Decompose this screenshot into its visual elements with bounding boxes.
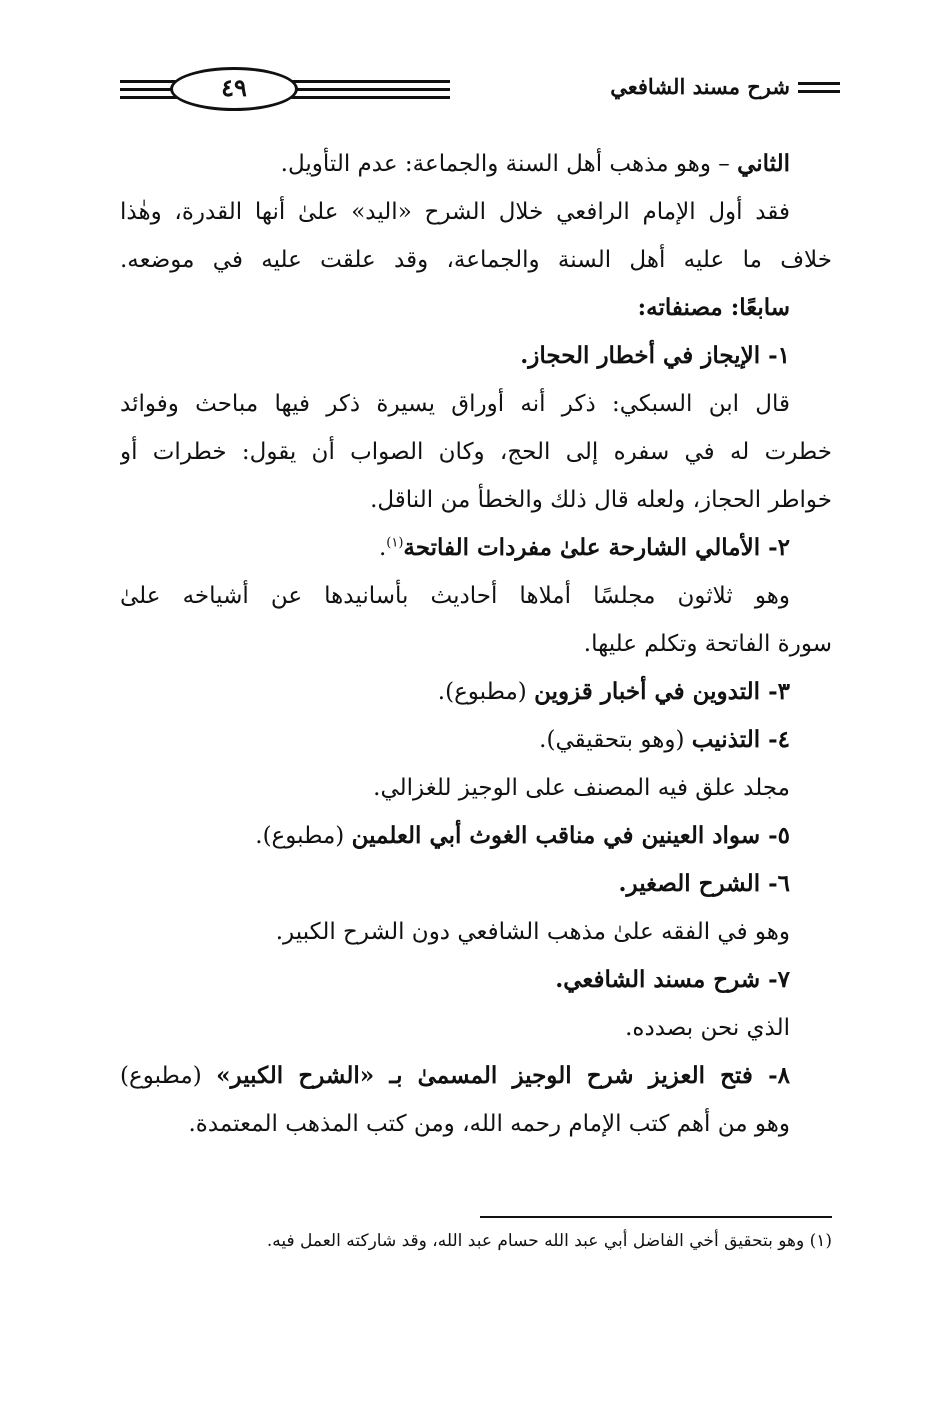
text-span: – وهو مذهب أهل السنة والجماعة: عدم التأويل.: [280, 151, 738, 177]
header-dash-top: [798, 82, 840, 85]
page-header: [120, 62, 840, 118]
text-line: سورة الفاتحة وتكلم عليها.: [583, 631, 832, 657]
list-item-8: [120, 1052, 832, 1100]
text-line: الذي نحن بصدده.: [625, 1015, 790, 1041]
text-line: خواطر الحجاز، ولعله قال ذلك والخطأ من الناقل.: [370, 487, 832, 513]
text-line: قال ابن السبكي: ذكر أنه أوراق يسيرة ذكر فيها مباحث وفوائد: [120, 391, 790, 417]
text-line: خلاف ما عليه أهل السنة والجماعة، وقد علقت عليه في موضعه.: [120, 247, 832, 273]
footnote: (١) وهو بتحقيق أخي الفاضل أبي عبد الله حسام عبد الله، وقد شاركته العمل فيه.: [266, 1231, 832, 1251]
header-dash-bottom: [798, 90, 840, 93]
list-item-title: ٤- التذنيب: [691, 726, 790, 753]
page-body: [120, 140, 832, 1148]
list-item-2: [120, 524, 832, 572]
list-item-4: [120, 716, 832, 764]
list-item-6: ٦- الشرح الصغير.: [618, 870, 790, 897]
list-item-5: [120, 812, 832, 860]
text-line: وهو في الفقه علىٰ مذهب الشافعي دون الشرح الكبير.: [275, 919, 790, 945]
list-item-3: [120, 668, 832, 716]
running-title: شرح مسند الشافعي: [610, 74, 790, 99]
text-span: (مطبوع): [120, 1063, 217, 1089]
footnote-ref: (١): [386, 535, 404, 551]
list-item-title: ٥- سواد العينين في مناقب الغوث أبي العلمين: [351, 822, 790, 849]
text-span: .: [378, 535, 387, 561]
text-line: وهو من أهم كتب الإمام رحمه الله، ومن كتب المذهب المعتمدة.: [188, 1111, 790, 1137]
list-item-title: ٨- فتح العزيز شرح الوجيز المسمىٰ بـ «الشرح الكبير»: [216, 1062, 790, 1089]
list-item-title: ٢- الأمالي الشارحة علىٰ مفردات الفاتحة: [403, 534, 790, 561]
list-item-1: ١- الإيجاز في أخطار الحجاز.: [520, 342, 790, 369]
heading-second: الثاني: [737, 150, 790, 177]
text-span: (وهو بتحقيقي).: [539, 727, 692, 753]
text-line: مجلد علق فيه المصنف على الوجيز للغزالي.: [373, 775, 790, 801]
text-line: وهو ثلاثون مجلسًا أملاها أحاديث بأسانيدها عن أشياخه علىٰ: [120, 583, 790, 609]
page-number: ٤٩: [170, 67, 298, 111]
text-line: فقد أول الإمام الرافعي خلال الشرح «اليد» علىٰ أنها القدرة، وهٰذا: [120, 199, 790, 225]
text-line: خطرت له في سفره إلى الحج، وكان الصواب أن يقول: خطرات أو: [120, 439, 832, 465]
section-heading: سابعًا: مصنفاته:: [637, 294, 790, 321]
list-item-7: ٧- شرح مسند الشافعي.: [555, 966, 790, 993]
text-line: [120, 140, 832, 188]
footnote-separator: [480, 1216, 832, 1218]
text-span: (مطبوع).: [437, 679, 535, 705]
list-item-title: ٣- التدوين في أخبار قزوين: [534, 678, 790, 705]
text-span: (مطبوع).: [255, 823, 352, 849]
